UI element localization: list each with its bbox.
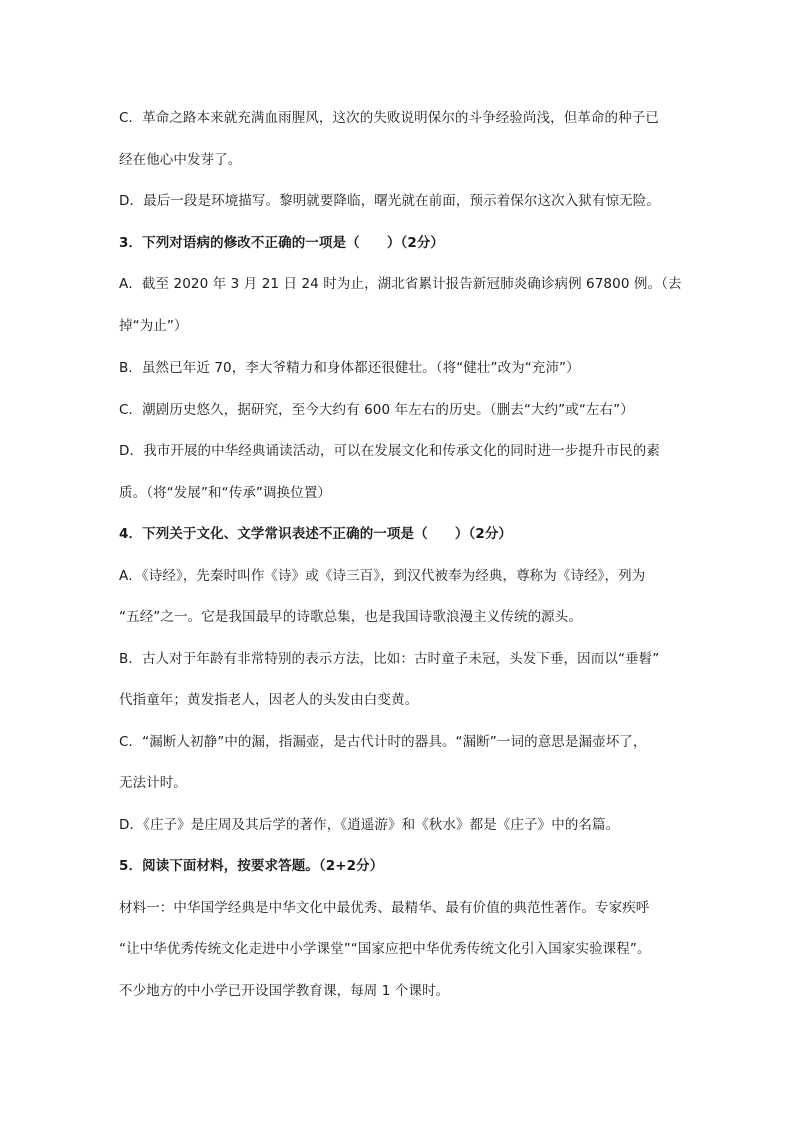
q3-option-a-cont: 掉“为止”） (119, 318, 188, 334)
option-c-text-cont: 经在他心中发芽了。 (119, 152, 242, 168)
q3-option-a: A．截至 2020 年 3 月 21 日 24 时为止，湖北省累计报告新冠肺炎确诊病例 67800 例。（去 (119, 276, 682, 292)
q4-option-b-cont: 代指童年；黄发指老人，因老人的头发由白变黄。 (119, 692, 419, 708)
material-1-text: 材料一：中华国学经典是中华文化中最优秀、最精华、最有价值的典范性著作。专家疾呼 (119, 900, 650, 916)
material-1-text-end: 不少地方的中小学已开设国学教育课，每周 1 个课时。 (119, 983, 450, 999)
material-1-text-cont: “让中华优秀传统文化走进中小学课堂”“国家应把中华优秀传统文化引入国家实验课程”。 (119, 941, 651, 957)
q3-option-c: C．潮剧历史悠久，据研究，至今大约有 600 年左右的历史。（删去“大约”或“左右”） (119, 402, 634, 418)
q4-option-a-cont: “五经”之一。它是我国最早的诗歌总集，也是我国诗歌浪漫主义传统的源头。 (119, 609, 582, 625)
q3-option-b: B．虽然已年近 70，李大爷精力和身体都还很健壮。（将“健壮”改为“充沛”） (119, 360, 580, 376)
q3-option-d: D．我市开展的中华经典诵读活动，可以在发展文化和传承文化的同时进一步提升市民的素 (119, 443, 660, 459)
q4-option-d: D．《庄子》是庄周及其后学的著作，《逍遥游》和《秋水》都是《庄子》中的名篇。 (119, 817, 620, 833)
option-d-text: D．最后一段是环境描写。黎明就要降临，曙光就在前面，预示着保尔这次入狱有惊无险。 (119, 193, 660, 209)
option-c-text: C．革命之路本来就充满血雨腥风，这次的失败说明保尔的斗争经验尚浅，但革命的种子已 (119, 110, 659, 126)
q3-option-d-cont: 质。（将“发展”和“传承”调换位置） (119, 485, 332, 501)
question-5-heading: 5．阅读下面材料，按要求答题。（2+2分） (119, 858, 384, 874)
q4-option-a: A．《诗经》，先秦时叫作《诗》或《诗三百》，到汉代被奉为经典，尊称为《诗经》，列为 (119, 568, 646, 584)
question-3-heading: 3．下列对语病的修改不正确的一项是（ ）（2分） (119, 235, 445, 251)
q4-option-c: C．“漏断人初静”中的漏，指漏壶，是古代计时的器具。“漏断”一词的意思是漏壶坏了， (119, 734, 647, 750)
question-4-heading: 4．下列关于文化、文学常识表述不正确的一项是（ ）（2分） (119, 526, 513, 542)
q4-option-c-cont: 无法计时。 (119, 775, 187, 791)
q4-option-b: B．古人对于年龄有非常特别的表示方法，比如：古时童子未冠，头发下垂，因而以“垂髫” (119, 651, 660, 667)
